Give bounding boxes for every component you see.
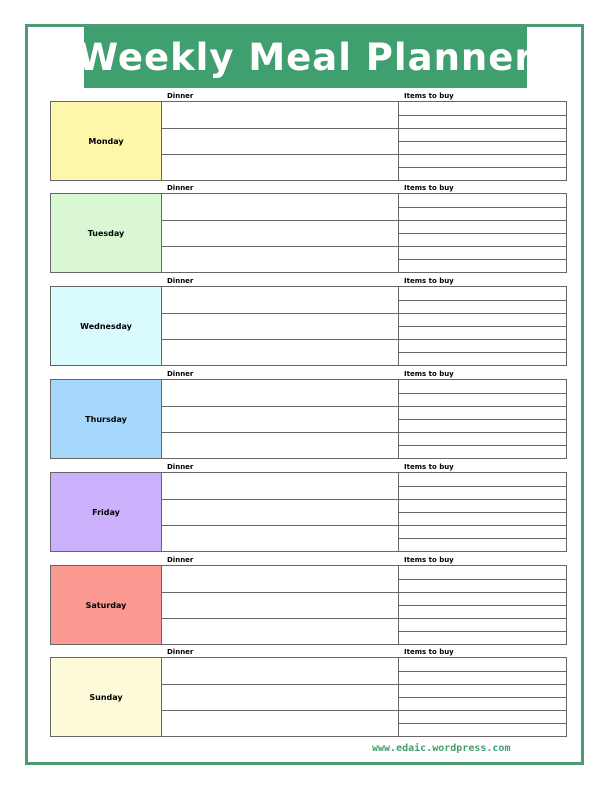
item-line (399, 326, 566, 327)
day-block-sunday (50, 647, 567, 737)
day-label: Saturday (85, 600, 127, 610)
dinner-area[interactable] (162, 566, 399, 644)
item-line (399, 352, 566, 353)
item-line (399, 618, 566, 619)
items-area[interactable] (399, 566, 567, 644)
day-block-tuesday (50, 183, 567, 273)
dinner-line (162, 525, 398, 526)
day-label: Sunday (89, 692, 123, 702)
item-line (399, 631, 566, 632)
item-line (399, 233, 566, 234)
day-cell-tuesday (51, 194, 162, 272)
item-line (399, 419, 566, 420)
day-cell-thursday (51, 380, 162, 458)
day-cell-monday (51, 102, 162, 180)
item-line (399, 710, 566, 711)
dinner-header: Dinner (167, 184, 194, 192)
day-cell-friday (51, 473, 162, 551)
page-title: Weekly Meal Planner (77, 36, 534, 79)
dinner-line (162, 339, 398, 340)
title-banner (77, 27, 534, 88)
item-line (399, 406, 566, 407)
dinner-line (162, 499, 398, 500)
dinner-line (162, 592, 398, 593)
item-line (399, 486, 566, 487)
dinner-header: Dinner (167, 92, 194, 100)
dinner-area[interactable] (162, 658, 399, 736)
dinner-line (162, 710, 398, 711)
item-line (399, 339, 566, 340)
dinner-header: Dinner (167, 277, 194, 285)
day-cell-saturday (51, 566, 162, 644)
day-grid (50, 286, 567, 366)
day-cell-sunday (51, 658, 162, 736)
dinner-line (162, 432, 398, 433)
dinner-line (162, 128, 398, 129)
items-header: Items to buy (404, 648, 454, 656)
item-line (399, 167, 566, 168)
dinner-area[interactable] (162, 102, 399, 180)
day-grid (50, 193, 567, 273)
item-line (399, 445, 566, 446)
dinner-line (162, 220, 398, 221)
dinner-line (162, 618, 398, 619)
footer-url: www.edaic.wordpress.com (372, 743, 511, 754)
dinner-header: Dinner (167, 370, 194, 378)
item-line (399, 246, 566, 247)
dinner-area[interactable] (162, 380, 399, 458)
item-line (399, 207, 566, 208)
item-line (399, 525, 566, 526)
item-line (399, 259, 566, 260)
item-line (399, 538, 566, 539)
item-line (399, 684, 566, 685)
items-area[interactable] (399, 380, 567, 458)
items-area[interactable] (399, 194, 567, 272)
dinner-line (162, 406, 398, 407)
item-line (399, 499, 566, 500)
item-line (399, 592, 566, 593)
day-grid (50, 565, 567, 645)
items-header: Items to buy (404, 556, 454, 564)
item-line (399, 154, 566, 155)
item-line (399, 605, 566, 606)
day-label: Tuesday (87, 228, 125, 238)
item-line (399, 141, 566, 142)
items-header: Items to buy (404, 370, 454, 378)
item-line (399, 697, 566, 698)
day-block-wednesday (50, 276, 567, 366)
day-block-saturday (50, 555, 567, 645)
dinner-line (162, 154, 398, 155)
items-header: Items to buy (404, 92, 454, 100)
items-area[interactable] (399, 658, 567, 736)
day-block-thursday (50, 369, 567, 459)
items-area[interactable] (399, 102, 567, 180)
items-header: Items to buy (404, 184, 454, 192)
item-line (399, 393, 566, 394)
day-cell-wednesday (51, 287, 162, 365)
item-line (399, 313, 566, 314)
day-grid (50, 657, 567, 737)
items-header: Items to buy (404, 463, 454, 471)
day-grid (50, 472, 567, 552)
day-label: Thursday (85, 414, 127, 424)
dinner-line (162, 246, 398, 247)
day-block-friday (50, 462, 567, 552)
items-area[interactable] (399, 287, 567, 365)
dinner-header: Dinner (167, 648, 194, 656)
dinner-header: Dinner (167, 463, 194, 471)
day-label: Friday (92, 507, 120, 517)
item-line (399, 432, 566, 433)
day-label: Monday (88, 136, 124, 146)
day-grid (50, 379, 567, 459)
dinner-line (162, 313, 398, 314)
day-label: Wednesday (80, 321, 132, 331)
item-line (399, 579, 566, 580)
item-line (399, 128, 566, 129)
items-area[interactable] (399, 473, 567, 551)
item-line (399, 671, 566, 672)
item-line (399, 220, 566, 221)
item-line (399, 115, 566, 116)
items-header: Items to buy (404, 277, 454, 285)
item-line (399, 723, 566, 724)
day-block-monday (50, 91, 567, 181)
dinner-area[interactable] (162, 287, 399, 365)
dinner-header: Dinner (167, 556, 194, 564)
item-line (399, 300, 566, 301)
dinner-area[interactable] (162, 194, 399, 272)
day-grid (50, 101, 567, 181)
item-line (399, 512, 566, 513)
dinner-area[interactable] (162, 473, 399, 551)
dinner-line (162, 684, 398, 685)
